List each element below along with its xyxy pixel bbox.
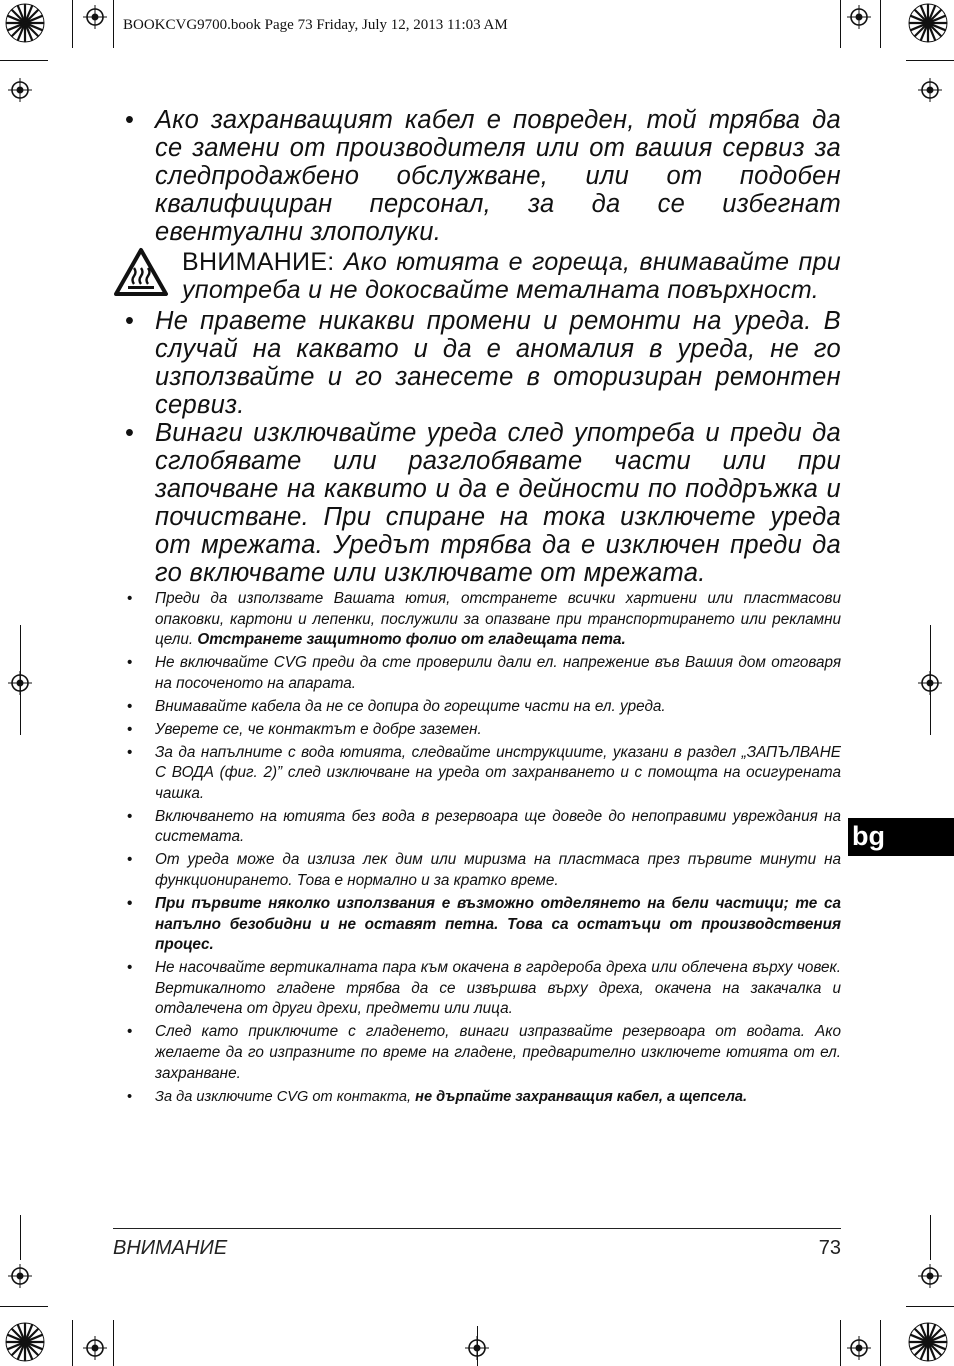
list-item bbox=[125, 106, 841, 246]
list-item bbox=[125, 589, 841, 651]
bullet: • bbox=[127, 895, 133, 913]
registration-crosshair-icon bbox=[918, 78, 942, 102]
list-item bbox=[125, 419, 841, 587]
footer-divider bbox=[113, 1228, 841, 1229]
small-instructions-list bbox=[125, 589, 841, 1107]
bullet: • bbox=[127, 720, 133, 738]
list-item-text: За да изключите CVG от контакта, bbox=[155, 1088, 416, 1105]
color-calibration-mark-icon bbox=[5, 1322, 45, 1362]
bullet: • bbox=[127, 851, 133, 869]
registration-crosshair-icon bbox=[8, 78, 32, 102]
bullet: • bbox=[125, 106, 135, 134]
file-info-header: BOOKCVG9700.book Page 73 Friday, July 12, 2013 11:03 AM bbox=[123, 17, 508, 33]
safety-instructions bbox=[125, 106, 841, 1110]
footer-section-title: ВНИМАНИЕ bbox=[113, 1237, 228, 1259]
list-item bbox=[125, 894, 841, 956]
list-item-text: Уверете се, че контактът е добре заземен. bbox=[155, 720, 482, 738]
list-item-text: Не включвайте CVG преди да сте проверили дали ел. напрежение във Вашия дом отговаря на посоченото на апарата. bbox=[155, 654, 841, 692]
list-item-text: Преди да използвате Вашата ютия, отстранете всички хартиени или пластмасови опаковки, картони и лепенки, послужили за опазване при транспортирането или рекламни цели. bbox=[155, 590, 841, 649]
list-item-bold-text: не дърпайте захранващия кабел, а щепсела. bbox=[415, 1088, 748, 1105]
bullet: • bbox=[125, 419, 135, 447]
list-item-text: След като приключите с гладенето, винаги изпразвайте резервоара от водата. Ако желаете да го изпразните по време на гладене, предварително изключете ютията от ел. захранване. bbox=[155, 1023, 841, 1082]
list-item bbox=[125, 1022, 841, 1084]
list-item-text: От уреда може да излиза лек дим или миризма на пластмаса през първите минути на функционирането. Това е нормално и за кратко време. bbox=[155, 851, 841, 890]
bullet: • bbox=[127, 1023, 133, 1041]
bullet: • bbox=[127, 654, 133, 672]
list-item-text: Включването на ютията без вода в резервоара ще доведе до непоправими увреждания на системата. bbox=[155, 807, 841, 846]
warning-label: ВНИМАНИЕ: bbox=[182, 248, 335, 276]
list-item bbox=[125, 653, 841, 694]
registration-crosshair-icon bbox=[847, 1336, 871, 1360]
registration-crosshair-icon bbox=[83, 1336, 107, 1360]
list-item bbox=[125, 958, 841, 1020]
color-calibration-mark-icon bbox=[908, 3, 948, 43]
list-item bbox=[125, 697, 841, 718]
hot-surface-warning bbox=[125, 249, 841, 304]
registration-crosshair-icon bbox=[83, 5, 107, 29]
list-item bbox=[125, 307, 841, 419]
bullet: • bbox=[127, 743, 133, 761]
registration-crosshair-icon bbox=[847, 5, 871, 29]
list-item bbox=[125, 807, 841, 848]
list-item bbox=[125, 1087, 841, 1108]
registration-crosshair-icon bbox=[918, 1264, 942, 1288]
bullet: • bbox=[127, 1088, 133, 1105]
bullet: • bbox=[127, 959, 133, 977]
page-number: 73 bbox=[818, 1237, 841, 1259]
color-calibration-mark-icon bbox=[5, 3, 45, 43]
bullet: • bbox=[127, 697, 133, 715]
list-item-bold-text: Отстранете защитното фолио от гладещата пета. bbox=[197, 631, 626, 649]
warning-text: Ако ютията е гореща, внимавайте при употреба и не докосвайте металната повърхност. bbox=[182, 248, 841, 304]
color-calibration-mark-icon bbox=[908, 1322, 948, 1362]
bullet: • bbox=[125, 307, 135, 335]
list-item-text: Не насочвайте вертикалната пара към окачена в гардероба дреха или облечена върху човек. Вертикалното гладене трябва да се извършва върху дреха, окачена на закачалка и отдалечена от други дрехи, предмети или лица. bbox=[155, 959, 841, 1018]
list-item bbox=[125, 743, 841, 805]
list-item bbox=[125, 720, 841, 741]
list-item bbox=[125, 850, 841, 891]
list-item-text: Ако захранващият кабел е повреден, той трябва да се замени от производителя или от вашия сервиз за следпродажбено обслужване, или от подобен квалифициран персонал, за да се избегнат евентуални злополуки. bbox=[155, 106, 841, 246]
list-item-text: Внимавайте кабела да не се допира до горещите части на ел. уреда. bbox=[155, 697, 666, 715]
list-item-text: За да напълните с вода ютията, следвайте инструкциите, указани в раздел „ЗАПЪЛВАНЕ С ВОДА (фиг. 2)” след изключване на уреда от захранването и с помощта на осигурената чашка. bbox=[155, 743, 841, 802]
bullet: • bbox=[127, 590, 133, 607]
list-item-bold-text: При първите няколко използвания е възможно отделянето на бели частици; те са напълно безобидни и не оставят петна. Това са остатъци от производствения процес. bbox=[155, 895, 841, 954]
bullet: • bbox=[127, 807, 133, 825]
hot-surface-warning-icon bbox=[113, 247, 169, 297]
list-item-text: Винаги изключвайте уреда след употреба и преди да сглобявате или разглобявате части или при започване на каквито и да е дейности по поддръжка и почистване. При спиране на тока изключете уреда от мрежата. Уредът трябва да е изключен преди да го включвате или изключвате от мрежата. bbox=[155, 419, 841, 587]
language-tab: bg bbox=[848, 818, 954, 856]
registration-crosshair-icon bbox=[8, 1264, 32, 1288]
list-item-text: Не правете никакви промени и ремонти на уреда. В случай на каквато и да е аномалия в уреда, не го използвайте и го занесете в оторизиран ремонтен сервиз. bbox=[155, 307, 841, 419]
